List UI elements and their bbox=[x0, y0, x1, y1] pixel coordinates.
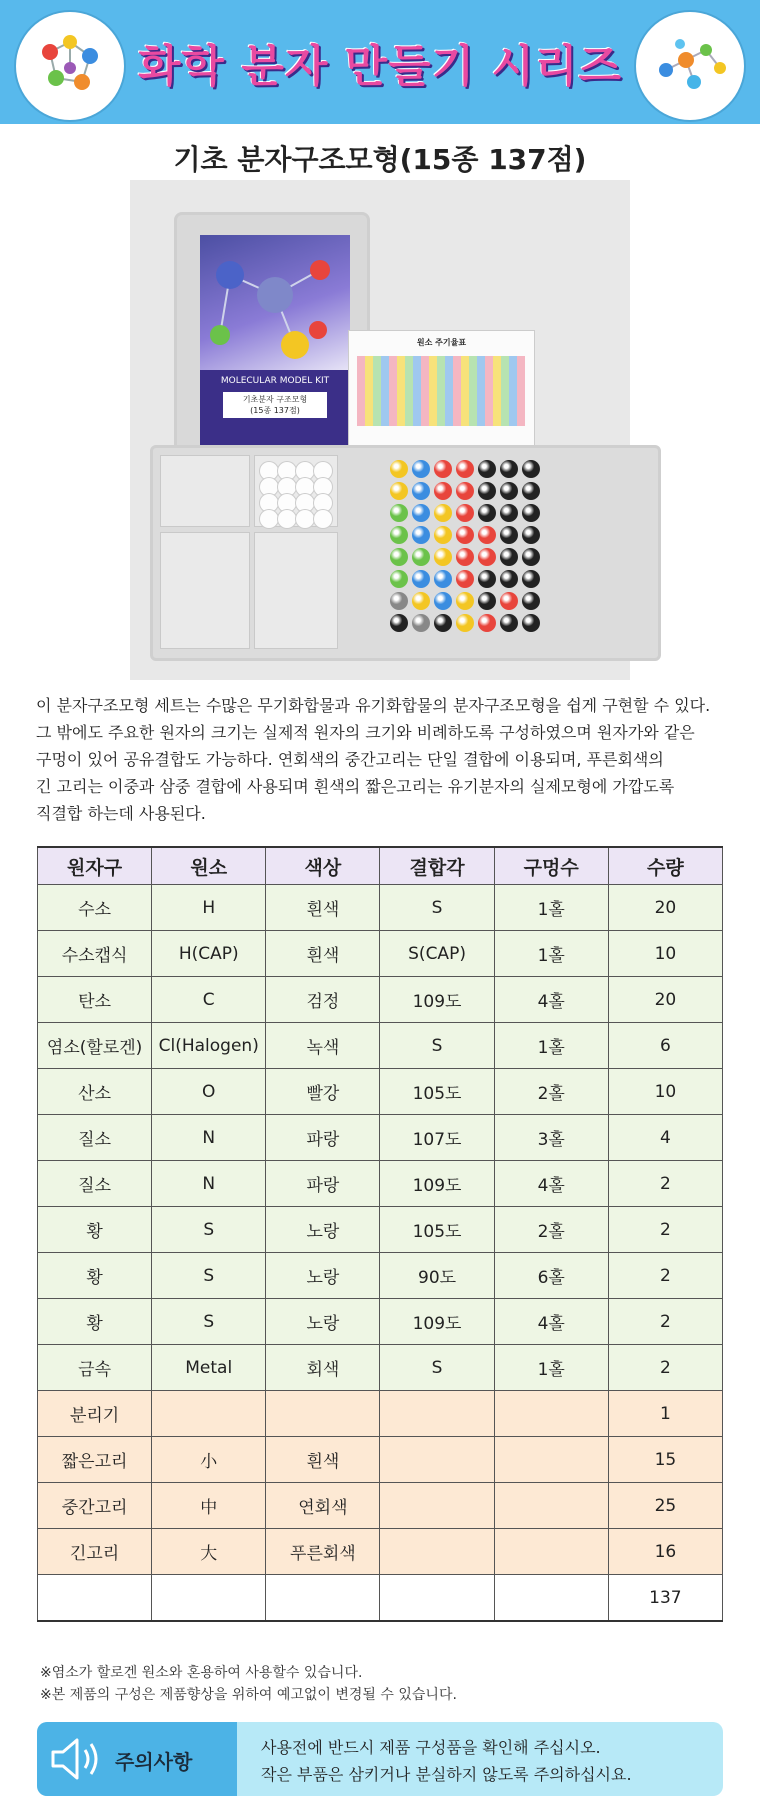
atom-ball bbox=[390, 614, 408, 632]
cell-element: C bbox=[152, 977, 266, 1023]
molecule-art-icon bbox=[200, 235, 350, 375]
caution-line: 작은 부품은 삼키거나 분실하지 않도록 주의하십시요. bbox=[261, 1765, 632, 1784]
table-row bbox=[38, 931, 723, 977]
atom-ball bbox=[456, 614, 474, 632]
kit-name-line1: 기초분자 구조모형 bbox=[242, 395, 308, 404]
molecule-icon bbox=[636, 12, 744, 120]
atom-ball bbox=[478, 482, 496, 500]
banner-title: 화학 분자 만들기 시리즈 bbox=[138, 41, 622, 92]
cell-bond-angle: 105도 bbox=[380, 1207, 494, 1253]
atom-ball bbox=[412, 614, 430, 632]
cell-atom: 산소 bbox=[38, 1069, 152, 1115]
table-row bbox=[38, 1207, 723, 1253]
cell-holes: 4홀 bbox=[494, 977, 608, 1023]
cell-atom: 분리기 bbox=[38, 1391, 152, 1437]
cell-element: 小 bbox=[152, 1437, 266, 1483]
cell-element: 中 bbox=[152, 1483, 266, 1529]
kit-label-ko bbox=[223, 392, 327, 418]
cell-element: Cl(Halogen) bbox=[152, 1023, 266, 1069]
atom-ball bbox=[522, 548, 540, 566]
cell-bond-angle: 109도 bbox=[380, 977, 494, 1023]
atom-ball bbox=[456, 570, 474, 588]
cell-element: S bbox=[152, 1207, 266, 1253]
atom-ball bbox=[522, 526, 540, 544]
cell-atom: 황 bbox=[38, 1207, 152, 1253]
cell-bond-angle: S(CAP) bbox=[380, 931, 494, 977]
atom-ball bbox=[434, 526, 452, 544]
cell-color: 푸른회색 bbox=[266, 1529, 380, 1575]
cell-atom: 금속 bbox=[38, 1345, 152, 1391]
cell-element: H(CAP) bbox=[152, 931, 266, 977]
table-row bbox=[38, 1575, 723, 1622]
header-bond-angle: 결합각 bbox=[380, 847, 494, 885]
cell-bond-angle bbox=[380, 1575, 494, 1622]
cell-holes: 6홀 bbox=[494, 1253, 608, 1299]
cell-color: 흰색 bbox=[266, 931, 380, 977]
description-line: 긴 고리는 이중과 삼중 결합에 사용되며 흰색의 짧은고리는 유기분자의 실제모형에 가깝도록 bbox=[36, 777, 675, 796]
description-line: 직결합 하는데 사용된다. bbox=[36, 804, 206, 823]
table-row bbox=[38, 1483, 723, 1529]
cell-element: S bbox=[152, 1299, 266, 1345]
cell-quantity: 16 bbox=[608, 1529, 722, 1575]
cell-color: 파랑 bbox=[266, 1115, 380, 1161]
cell-bond-angle: 90도 bbox=[380, 1253, 494, 1299]
kit-label-en: MOLECULAR MODEL KIT bbox=[220, 376, 330, 386]
cell-holes: 2홀 bbox=[494, 1069, 608, 1115]
cell-quantity: 4 bbox=[608, 1115, 722, 1161]
cell-color: 빨강 bbox=[266, 1069, 380, 1115]
atom-ball bbox=[500, 592, 518, 610]
cell-quantity: 1 bbox=[608, 1391, 722, 1437]
hydrogen-ball bbox=[314, 510, 332, 528]
atom-ball bbox=[434, 614, 452, 632]
cell-holes: 1홀 bbox=[494, 1345, 608, 1391]
cell-element: 大 bbox=[152, 1529, 266, 1575]
periodic-table-grid bbox=[357, 356, 525, 426]
cell-color: 노랑 bbox=[266, 1253, 380, 1299]
cell-atom: 수소 bbox=[38, 885, 152, 931]
description-line: 구멍이 있어 공유결합도 가능하다. 연회색의 중간고리는 단일 결합에 이용되며, 푸른회색의 bbox=[36, 750, 664, 769]
atom-ball bbox=[390, 570, 408, 588]
note-line: ※염소가 할로겐 원소와 혼용하여 사용할수 있습니다. bbox=[40, 1665, 363, 1681]
table-row bbox=[38, 1437, 723, 1483]
cell-holes bbox=[494, 1483, 608, 1529]
cell-holes: 1홀 bbox=[494, 885, 608, 931]
atom-ball bbox=[412, 482, 430, 500]
cell-atom: 탄소 bbox=[38, 977, 152, 1023]
atom-ball bbox=[390, 526, 408, 544]
cell-quantity: 2 bbox=[608, 1345, 722, 1391]
cell-quantity: 2 bbox=[608, 1207, 722, 1253]
atom-ball bbox=[412, 570, 430, 588]
cell-color: 회색 bbox=[266, 1345, 380, 1391]
cell-bond-angle: 107도 bbox=[380, 1115, 494, 1161]
cell-element: N bbox=[152, 1161, 266, 1207]
atom-ball bbox=[434, 460, 452, 478]
molecule-icon bbox=[16, 12, 124, 120]
cell-bond-angle: 109도 bbox=[380, 1299, 494, 1345]
cell-quantity: 2 bbox=[608, 1161, 722, 1207]
cell-quantity: 10 bbox=[608, 1069, 722, 1115]
notes bbox=[40, 1662, 457, 1706]
atom-ball bbox=[522, 504, 540, 522]
table-row bbox=[38, 1161, 723, 1207]
speaker-icon bbox=[47, 1736, 107, 1782]
atom-ball bbox=[500, 482, 518, 500]
cell-color: 검정 bbox=[266, 977, 380, 1023]
table-row bbox=[38, 1253, 723, 1299]
compartment-cap-atoms bbox=[254, 532, 338, 649]
description-line: 그 밖에도 주요한 원자의 크기는 실제적 원자의 크기와 비례하도록 구성하였으며 원자가와 같은 bbox=[36, 723, 695, 742]
cell-atom: 질소 bbox=[38, 1161, 152, 1207]
atom-ball bbox=[390, 548, 408, 566]
atom-ball bbox=[434, 548, 452, 566]
cell-bond-angle: 105도 bbox=[380, 1069, 494, 1115]
cell-holes bbox=[494, 1437, 608, 1483]
cell-holes: 1홀 bbox=[494, 931, 608, 977]
atom-ball bbox=[456, 526, 474, 544]
cell-color: 연회색 bbox=[266, 1483, 380, 1529]
caution-line: 사용전에 반드시 제품 구성품을 확인해 주십시오. bbox=[261, 1738, 601, 1757]
caution-header bbox=[37, 1722, 237, 1796]
cell-holes: 1홀 bbox=[494, 1023, 608, 1069]
atom-ball bbox=[412, 504, 430, 522]
caution-title: 주의사항 bbox=[115, 1750, 193, 1774]
header-banner bbox=[0, 0, 760, 124]
cell-color: 파랑 bbox=[266, 1161, 380, 1207]
cell-holes bbox=[494, 1575, 608, 1622]
compartment-short-links bbox=[160, 455, 250, 527]
cell-quantity: 25 bbox=[608, 1483, 722, 1529]
atom-ball bbox=[412, 526, 430, 544]
table-row bbox=[38, 885, 723, 931]
cell-color: 노랑 bbox=[266, 1207, 380, 1253]
cell-element: Metal bbox=[152, 1345, 266, 1391]
table-row bbox=[38, 1115, 723, 1161]
atom-ball bbox=[500, 504, 518, 522]
atom-ball bbox=[390, 592, 408, 610]
cell-color: 녹색 bbox=[266, 1023, 380, 1069]
cell-holes: 4홀 bbox=[494, 1299, 608, 1345]
table-row bbox=[38, 1529, 723, 1575]
caution-message bbox=[261, 1734, 632, 1788]
atom-ball bbox=[412, 548, 430, 566]
cell-quantity: 2 bbox=[608, 1253, 722, 1299]
atom-ball bbox=[522, 592, 540, 610]
header-atom: 원자구 bbox=[38, 847, 152, 885]
cell-quantity: 20 bbox=[608, 885, 722, 931]
hydrogen-ball bbox=[260, 510, 278, 528]
cell-bond-angle bbox=[380, 1483, 494, 1529]
atom-ball bbox=[522, 460, 540, 478]
product-photo bbox=[130, 180, 630, 680]
cell-atom: 황 bbox=[38, 1253, 152, 1299]
hydrogen-ball bbox=[296, 510, 314, 528]
atom-ball bbox=[522, 482, 540, 500]
atom-ball bbox=[434, 504, 452, 522]
atom-ball bbox=[456, 592, 474, 610]
molecule-logo-right bbox=[636, 12, 744, 120]
cell-bond-angle: S bbox=[380, 1345, 494, 1391]
compartment-long-links bbox=[160, 532, 250, 649]
table-row bbox=[38, 1391, 723, 1437]
table-header-row bbox=[38, 847, 723, 885]
cell-bond-angle bbox=[380, 1437, 494, 1483]
cell-quantity: 10 bbox=[608, 931, 722, 977]
cell-quantity: 2 bbox=[608, 1299, 722, 1345]
periodic-table-title: 원소 주기율표 bbox=[416, 338, 467, 347]
cell-quantity: 6 bbox=[608, 1023, 722, 1069]
cell-atom: 수소캡식 bbox=[38, 931, 152, 977]
atom-ball bbox=[456, 460, 474, 478]
atom-ball bbox=[412, 460, 430, 478]
atom-ball bbox=[434, 570, 452, 588]
note-line: ※본 제품의 구성은 제품향상을 위하여 예고없이 변경될 수 있습니다. bbox=[40, 1687, 457, 1703]
kit-name-line2: (15종 137점) bbox=[250, 406, 300, 415]
cell-quantity: 20 bbox=[608, 977, 722, 1023]
cell-color bbox=[266, 1575, 380, 1622]
atom-ball bbox=[500, 614, 518, 632]
cell-element bbox=[152, 1391, 266, 1437]
cell-color: 흰색 bbox=[266, 1437, 380, 1483]
table-body bbox=[38, 885, 723, 1622]
cell-atom: 황 bbox=[38, 1299, 152, 1345]
cell-holes bbox=[494, 1391, 608, 1437]
atom-ball bbox=[390, 504, 408, 522]
atom-ball bbox=[500, 460, 518, 478]
atom-ball bbox=[456, 504, 474, 522]
atom-ball bbox=[522, 570, 540, 588]
hydrogen-ball bbox=[278, 510, 296, 528]
atom-ball bbox=[478, 460, 496, 478]
cell-color: 흰색 bbox=[266, 885, 380, 931]
cell-bond-angle bbox=[380, 1391, 494, 1437]
cell-atom: 질소 bbox=[38, 1115, 152, 1161]
cell-element: S bbox=[152, 1253, 266, 1299]
header-element: 원소 bbox=[152, 847, 266, 885]
cell-color bbox=[266, 1391, 380, 1437]
atom-ball bbox=[478, 526, 496, 544]
cell-holes bbox=[494, 1529, 608, 1575]
atom-ball bbox=[500, 526, 518, 544]
cell-atom: 중간고리 bbox=[38, 1483, 152, 1529]
description-line: 이 분자구조모형 세트는 수많은 무기화합물과 유기화합물의 분자구조모형을 쉽게 구현할 수 있다. bbox=[36, 696, 711, 715]
cell-holes: 2홀 bbox=[494, 1207, 608, 1253]
cell-atom: 짧은고리 bbox=[38, 1437, 152, 1483]
atom-ball bbox=[522, 614, 540, 632]
atom-ball bbox=[412, 592, 430, 610]
atom-ball bbox=[390, 482, 408, 500]
atom-ball bbox=[434, 482, 452, 500]
table-row bbox=[38, 1345, 723, 1391]
cell-atom: 염소(할로겐) bbox=[38, 1023, 152, 1069]
cell-quantity: 15 bbox=[608, 1437, 722, 1483]
atom-ball bbox=[456, 548, 474, 566]
cell-atom: 긴고리 bbox=[38, 1529, 152, 1575]
atom-ball bbox=[456, 482, 474, 500]
atom-ball bbox=[478, 614, 496, 632]
caution-box bbox=[37, 1722, 723, 1796]
product-title: 기초 분자구조모형(15종 137점) bbox=[173, 143, 587, 176]
atom-ball bbox=[500, 548, 518, 566]
cell-element: O bbox=[152, 1069, 266, 1115]
table-row bbox=[38, 977, 723, 1023]
cell-holes: 4홀 bbox=[494, 1161, 608, 1207]
table-row bbox=[38, 1069, 723, 1115]
kit-label bbox=[200, 370, 350, 445]
atom-ball bbox=[478, 592, 496, 610]
header-quantity: 수량 bbox=[608, 847, 722, 885]
cell-element: N bbox=[152, 1115, 266, 1161]
cell-bond-angle: S bbox=[380, 1023, 494, 1069]
cell-bond-angle: 109도 bbox=[380, 1161, 494, 1207]
molecule-logo-left bbox=[16, 12, 124, 120]
atom-ball bbox=[434, 592, 452, 610]
cell-element bbox=[152, 1575, 266, 1622]
product-description bbox=[0, 692, 760, 827]
table-row bbox=[38, 1023, 723, 1069]
atom-ball bbox=[478, 504, 496, 522]
atom-ball bbox=[478, 570, 496, 588]
cell-bond-angle: S bbox=[380, 885, 494, 931]
cell-quantity: 137 bbox=[608, 1575, 722, 1622]
table-row bbox=[38, 1299, 723, 1345]
cell-atom bbox=[38, 1575, 152, 1622]
header-holes: 구멍수 bbox=[494, 847, 608, 885]
cell-element: H bbox=[152, 885, 266, 931]
cell-color: 노랑 bbox=[266, 1299, 380, 1345]
cell-holes: 3홀 bbox=[494, 1115, 608, 1161]
header-color: 색상 bbox=[266, 847, 380, 885]
atom-ball bbox=[500, 570, 518, 588]
cell-bond-angle bbox=[380, 1529, 494, 1575]
atom-ball bbox=[390, 460, 408, 478]
atom-ball bbox=[478, 548, 496, 566]
components-table bbox=[37, 846, 723, 1622]
